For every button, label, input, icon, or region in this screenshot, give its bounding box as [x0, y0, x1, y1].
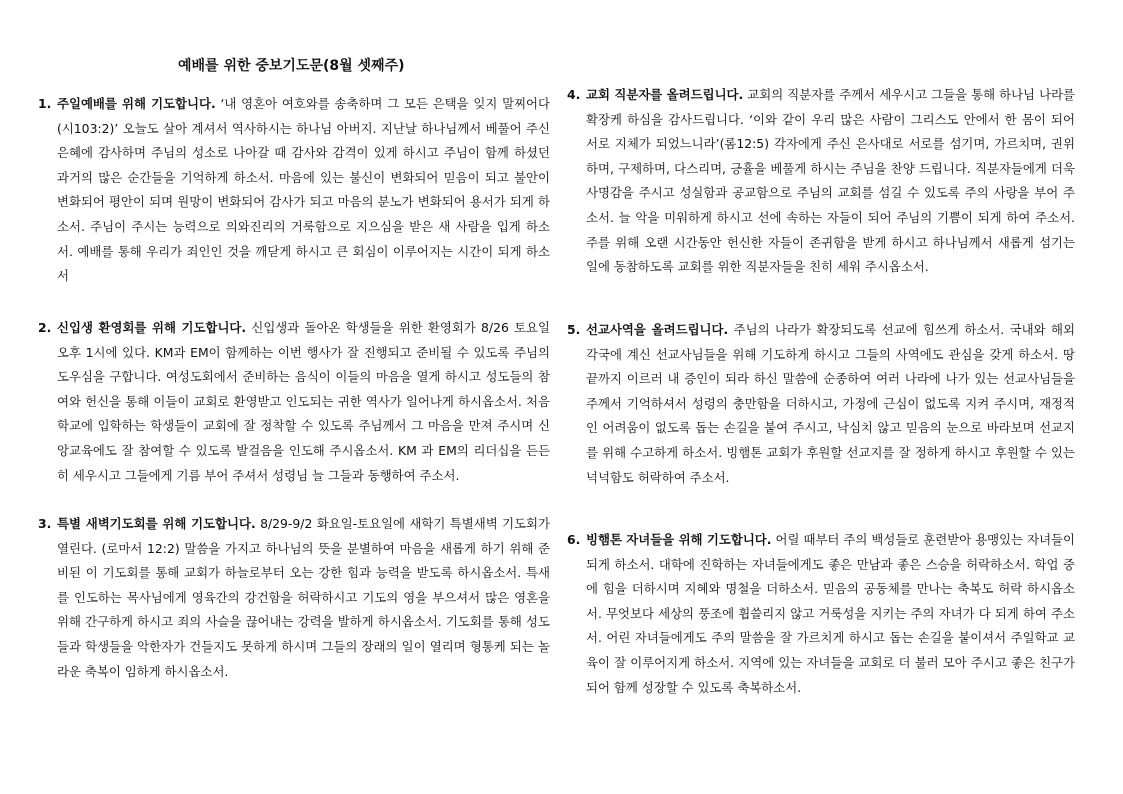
prayer-item-1	[38, 92, 550, 289]
prayer-item-number: 3.	[38, 516, 52, 531]
prayer-item-body	[38, 316, 550, 488]
prayer-item-text: 교회의 직분자를 주께서 세우시고 그들을 통해 하나님 나라를 확장케 하심을 감사드립니다. ‘이와 같이 우리 많은 사람이 그리스도 안에서 한 몸이 되어 서로 지체가 되었느니라’(롬12:5) 각자에게 주신 은사대로 서로를 섬기며, 가르치며, 권위하며, 구제하며, 다스리며, 긍휼을 베풀게 하시는 주님을 찬양 드립니다. 직분자들에게 더욱 사명감을 주시고 성실함과 공교함으로 주님의 교회를 섬길 수 있도록 주의 사랑을 부어 주소서. 늘 악을 미워하게 하시고 선에 속하는 자들이 되어 주님의 기쁨이 되게 하여 주소서. 주를 위해 오랜 시간동안 헌신한 자들이 존귀함을 받게 하시고 하나님께서 새롭게 섬기는 일에 동참하도록 교회를 위한 직분자들을 친히 세워 주시옵소서.	[586, 87, 1076, 275]
prayer-item-heading: 교회 직분자를 올려드립니다.	[586, 87, 744, 102]
prayer-item-heading: 특별 새벽기도회를 위해 기도합니다.	[57, 516, 256, 531]
prayer-item-text: 어릴 때부터 주의 백성들로 훈련받아 용맹있는 자녀들이 되게 하소서. 대학에 진학하는 자녀들에게도 좋은 만남과 좋은 스승을 허락하소서. 학업 중에 힘을 더하시며 지혜와 명철을 더하소서. 믿음의 공동체를 만나는 축복도 허락 하시옵소서. 무엇보다 세상의 풍조에 휩쓸리지 않고 거룩성을 지키는 주의 자녀가 다 되게 하여 주소서. 어린 자녀들에게도 주의 말씀을 잘 가르치게 하시고 돕는 손길을 붙이셔서 주일학교 교육이 잘 이루어지게 하소서. 지역에 있는 자녀들을 교회로 더 불러 모아 주시고 좋은 친구가 되어 함께 성장할 수 있도록 축복하소서.	[586, 532, 1075, 695]
prayer-item-text: 8/29-9/2 화요일-토요일에 새학기 특별새벽 기도회가 열린다. (로마서 12:2) 말씀을 가지고 하나님의 뜻을 분별하여 마음을 새롭게 하기 위해 준비된 이 기도회를 통해 교회가 하늘로부터 오는 강한 힘과 능력을 받도록 하시옵소서. 특새를 인도하는 목사님에게 영육간의 강건함을 허락하시고 기도의 영을 부으셔서 많은 영혼을 위해 간구하게 하시고 죄의 사슬을 끊어내는 강력을 발하게 하시옵소서. 기도회를 통해 성도들과 학생들을 악한자가 건들지도 못하게 하시며 그들의 장래의 일이 열리며 형통케 되는 놀라운 축복이 임하게 하시옵소서.	[57, 516, 550, 679]
prayer-item-number: 6.	[567, 532, 581, 547]
prayer-item-text: 신입생과 돌아온 학생들을 위한 환영회가 8/26 토요일 오후 1시에 있다. KM과 EM이 함께하는 이번 행사가 잘 진행되고 준비될 수 있도록 주님의 도우심을 구합니다. 여성도회에서 준비하는 음식이 이들의 마음을 열게 하시고 성도들의 참여와 헌신을 통해 이들이 교회로 환영받고 인도되는 귀한 역사가 일어나게 하시옵소서. 처음 학교에 입학하는 학생들이 교회에 잘 정착할 수 있도록 주님께서 그 마음을 만져 주시며 신앙교육에도 잘 참여할 수 있도록 발걸음을 인도해 주시옵소서. KM 과 EM의 리더십을 든든히 세우시고 그들에게 기름 부어 주셔서 성령님 늘 그들과 동행하여 주소서.	[57, 320, 550, 483]
prayer-item-body	[567, 83, 1075, 280]
prayer-item-number: 5.	[567, 322, 581, 337]
prayer-item-number: 2.	[38, 320, 52, 335]
prayer-item-body	[38, 92, 550, 289]
prayer-item-heading: 신입생 환영회를 위해 기도합니다.	[57, 320, 247, 335]
prayer-item-heading: 선교사역을 올려드립니다.	[586, 322, 729, 337]
prayer-item-heading: 빙햄톤 자녀들을 위해 기도합니다.	[586, 532, 772, 547]
prayer-item-number: 1.	[38, 96, 52, 111]
prayer-item-2	[38, 316, 550, 488]
prayer-item-text: ‘내 영혼아 여호와를 송축하며 그 모든 은택을 잊지 말찌어다(시103:2)’ 오늘도 살아 계셔서 역사하시는 하나님 아버지. 지난날 하나님께서 베풀어 주신 은혜에 감사하며 주님의 성소로 나아갈 때 감사와 감격이 있게 하시고 주님이 함께 하셨던 과거의 많은 순간들을 기억하게 하소서. 마음에 있는 불신이 변화되어 믿음이 되고 불안이 변화되어 평안이 되며 원망이 변화되어 감사가 되고 마음의 분노가 변화되어 용서가 되게 하소서. 주님이 주시는 능력으로 의와진리의 거룩함으로 지으심을 받은 새 사람을 입게 하소서. 예배를 통해 우리가 죄인인 것을 깨닫게 하시고 큰 회심이 이루어지는 시간이 되게 하소서	[57, 96, 550, 284]
prayer-item-number: 4.	[567, 87, 581, 102]
prayer-item-3	[38, 512, 550, 684]
prayer-item-body	[38, 512, 550, 684]
prayer-item-4	[567, 83, 1075, 280]
prayer-item-heading: 주일예배를 위해 기도합니다.	[57, 96, 216, 111]
prayer-item-5	[567, 318, 1075, 490]
prayer-item-6	[567, 528, 1075, 700]
document-title: 예배를 위한 중보기도문(8월 셋째주)	[178, 58, 405, 74]
prayer-item-body	[567, 528, 1075, 700]
prayer-item-text: 주님의 나라가 확장되도록 선교에 힘쓰게 하소서. 국내와 해외 각국에 계신 선교사님들을 위해 기도하게 하시고 그들의 사역에도 관심을 갖게 하소서. 땅끝까지 이르러 내 증인이 되라 하신 말씀에 순종하여 여러 나라에 나가 있는 선교사님들을 주께서 기억하셔서 성령의 충만함을 더하시고, 가정에 근심이 없도록 지켜 주시며, 재정적인 어려움이 없도록 돕는 손길을 붙여 주시고, 낙심치 않고 믿음의 눈으로 바라보며 선교지를 위해 수고하게 하소서. 빙햄톤 교회가 후원할 선교지를 잘 정하게 하시고 후원할 수 있는 넉넉함도 허락하여 주소서.	[586, 322, 1075, 485]
prayer-item-body	[567, 318, 1075, 490]
